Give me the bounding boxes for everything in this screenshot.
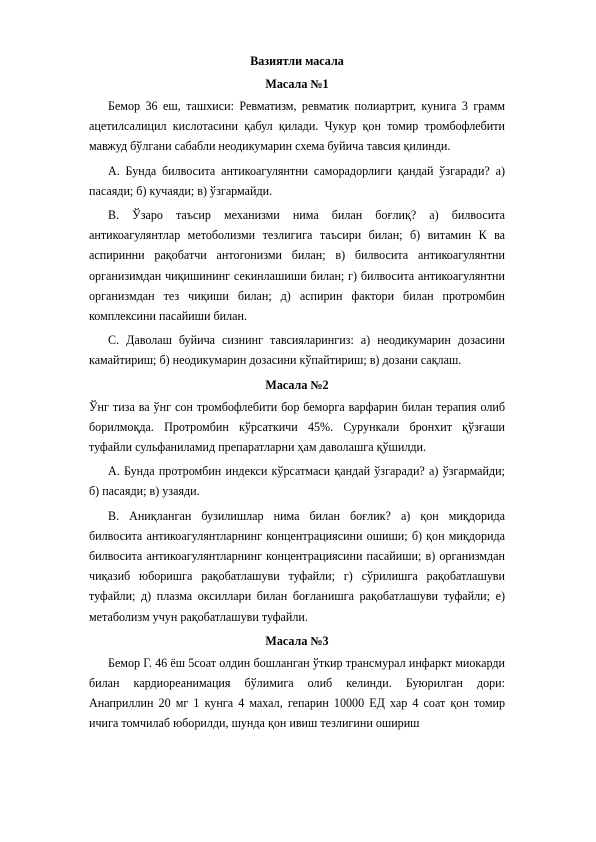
document-body [89, 51, 505, 738]
task-3-case-description: Бемор Г. 46 ёш 5соат олдин бошланган ўткир трансмурал инфаркт миокарди билан кардиореанимация бўлимига олиб келинди. Буюрилган дори: Анаприллин 20 мг 1 кунга 4 махал, гепарин 10000 ЕД хар 4 соат қон томир ичига томчилаб юборилди, шунда қон ивиш тезлигини ошириш [89, 655, 505, 731]
document-title: Вазиятли масала [250, 54, 344, 68]
task-2-heading: Масала №2 [265, 377, 329, 392]
task-1-question-c: С. Даволаш буйича сизнинг тавсияларингиз: а) неодикумарин дозасини камайтириш; б) неодикумарин дозасини кўпайтириш; в) дозани сақлаш. [89, 333, 505, 368]
task-1-heading: Масала №1 [265, 77, 329, 91]
task-2-question-b: В. Аниқланган бузилишлар нима билан боғлик? а) қон миқдорида билвосита антикоагулянтларнинг концентрациясини ошиши; б) қон миқдорида билвосита антикоагулянтларнинг концентрациясини пасайиши; в) организмдан чиқазиб юборишга рақобатлашуви туфайли; г) сўрилишга рақобатлашуви туфайли; д) плазма оксиллари билан боғланишга рақобатлашуви туфайли; е) метаболизм учун рақобатлашуви туфайли. [89, 508, 505, 624]
task-2-case-description: Ўнг тиза ва ўнг сон тромбофлебити бор беморга варфарин билан терапия олиб борилмоқда. Протромбин кўрсаткичи 45%. Сурункали бронхит қўзғаши туфайли сульфаниламид препаратларни ҳам даволашга қўшилди. [89, 399, 505, 455]
task-1-question-a: А. Бунда билвосита антикоагулянтни самoрадорлиги қандай ўзгаради? а) пасаяди; б) кучаяди; в) ўзгармайди. [89, 163, 505, 198]
task-1-question-b: В. Ўзаро таъсир механизми нима билан боғлиқ? а) билвосита антикоагулянтлар метоболизми тезлигига таъсири билан; б) витамин К ва аспиринни рақобатчи антогонизми билан; в) билвосита антикоагулянтни организимдан чиқишининг секинлашиши билан; г) билвосита антикоагулянтни организмдан тез чиқиши билан; д) аспирин фактори билан протромбин комплексини пасайиши билан. [89, 208, 505, 324]
task-1-case-description: Бемор 36 еш, ташхиси: Ревматизм, ревматик полиартрит, кунига 3 грамм ацетилсалицил кислотасини қабул қилади. Чукур қон томир тромбофлебити мавжуд бўлгани сабабли неодикумарин схема буйича тавсия қилинди. [89, 99, 505, 154]
task-2-question-a: А. Бунда протромбин индекси кўрсатмаси қандай ўзгаради? а) ўзгармайди; б) пасаяди; в) узаяди. [89, 464, 505, 499]
task-3-heading: Масала №3 [265, 633, 329, 648]
